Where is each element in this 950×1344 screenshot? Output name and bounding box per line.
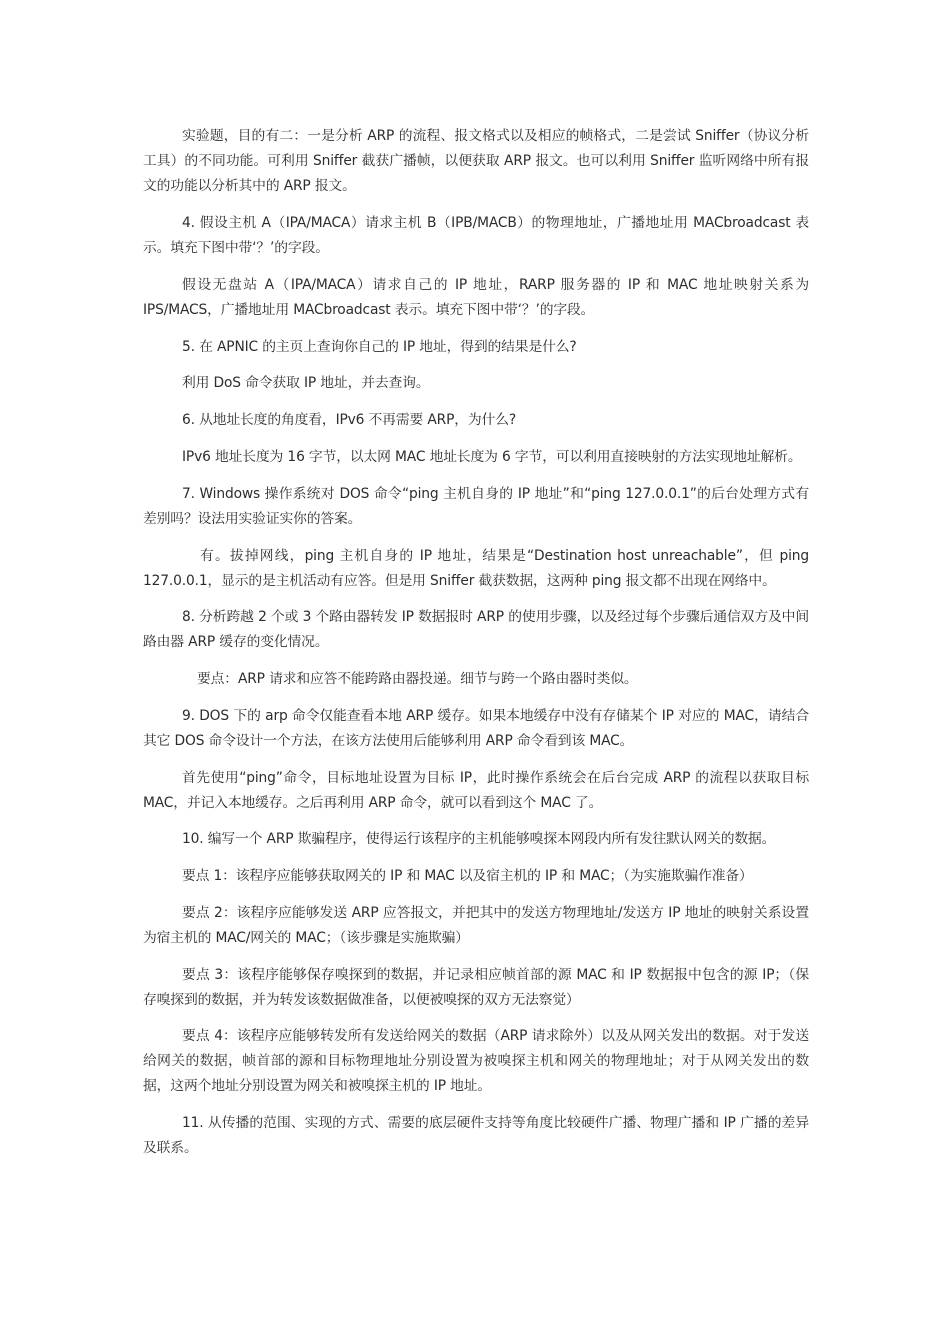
answer-4-rarp: 假设无盘站 A（IPA/MACA）请求自己的 IP 地址，RARP 服务器的 IP 和 MAC 地址映射关系为 IPS/MACS，广播地址用 MACbroadcast 表示。填充下图中带‘？’的字段。 <box>143 277 809 318</box>
answer-5: 利用 DoS 命令获取 IP 地址，并去查询。 <box>182 375 430 391</box>
answer-10-point-4: 要点 4：该程序应能够转发所有发送给网关的数据（ARP 请求除外）以及从网关发出的数据。对于发送给网关的数据，帧首部的源和目标物理地址分别设置为被嗅探主机和网关的物理地址；对于从网关发出的数据，这两个地址分别设置为网关和被嗅探主机的 IP 地址。 <box>143 1028 809 1094</box>
question-8: 8. 分析跨越 2 个或 3 个路由器转发 IP 数据报时 ARP 的使用步骤，以及经过每个步骤后通信双方及中间路由器 ARP 缓存的变化情况。 <box>143 609 809 650</box>
paragraph-intro: 实验题，目的有二：一是分析 ARP 的流程、报文格式以及相应的帧格式，二是尝试 Sniffer（协议分析工具）的不同功能。可利用 Sniffer 截获广播帧，以便获取 ARP 报文。也可以利用 Sniffer 监听网络中所有报文的功能以分析其中的 ARP 报文。 <box>143 128 809 194</box>
question-11: 11. 从传播的范围、实现的方式、需要的底层硬件支持等角度比较硬件广播、物理广播和 IP 广播的差异及联系。 <box>143 1115 809 1156</box>
answer-10-point-2: 要点 2：该程序应能够发送 ARP 应答报文，并把其中的发送方物理地址/发送方 IP 地址的映射关系设置为宿主机的 MAC/网关的 MAC；（该步骤是实施欺骗） <box>143 905 809 946</box>
answer-8: 要点：ARP 请求和应答不能跨路由器投递。细节与跨一个路由器时类似。 <box>197 671 638 687</box>
answer-10-point-3: 要点 3：该程序能够保存嗅探到的数据，并记录相应帧首部的源 MAC 和 IP 数据报中包含的源 IP；（保存嗅探到的数据，并为转发该数据做准备，以便被嗅探的双方无法察觉） <box>143 967 809 1008</box>
question-9: 9. DOS 下的 arp 命令仅能查看本地 ARP 缓存。如果本地缓存中没有存储某个 IP 对应的 MAC，请结合其它 DOS 命令设计一个方法，在该方法使用后能够利用 ARP 命令看到该 MAC。 <box>143 708 809 749</box>
question-6: 6. 从地址长度的角度看，IPv6 不再需要 ARP，为什么? <box>182 412 517 428</box>
answer-6: IPv6 地址长度为 16 字节，以太网 MAC 地址长度为 6 字节，可以利用直接映射的方法实现地址解析。 <box>182 449 802 465</box>
answer-10-point-1: 要点 1：该程序应能够获取网关的 IP 和 MAC 以及宿主机的 IP 和 MAC；（为实施欺骗作准备） <box>182 868 753 884</box>
question-4: 4. 假设主机 A（IPA/MACA）请求主机 B（IPB/MACB）的物理地址，广播地址用 MACbroadcast 表示。填充下图中带‘？’的字段。 <box>143 215 809 256</box>
question-10: 10. 编写一个 ARP 欺骗程序，使得运行该程序的主机能够嗅探本网段内所有发往默认网关的数据。 <box>182 831 776 847</box>
question-5: 5. 在 APNIC 的主页上查询你自己的 IP 地址，得到的结果是什么? <box>182 339 577 355</box>
answer-7: 有。拔掉网线，ping 主机自身的 IP 地址，结果是“Destination host unreachable”，但 ping 127.0.0.1，显示的是主机活动有应答。但是用 Sniffer 截获数据，这两种 ping 报文都不出现在网络中。 <box>143 548 809 589</box>
question-7: 7. Windows 操作系统对 DOS 命令“ping 主机自身的 IP 地址”和“ping 127.0.0.1”的后台处理方式有差别吗？设法用实验证实你的答案。 <box>143 486 809 527</box>
answer-9: 首先使用“ping”命令，目标地址设置为目标 IP，此时操作系统会在后台完成 ARP 的流程以获取目标 MAC，并记入本地缓存。之后再利用 ARP 命令，就可以看到这个 MAC 了。 <box>143 770 809 811</box>
